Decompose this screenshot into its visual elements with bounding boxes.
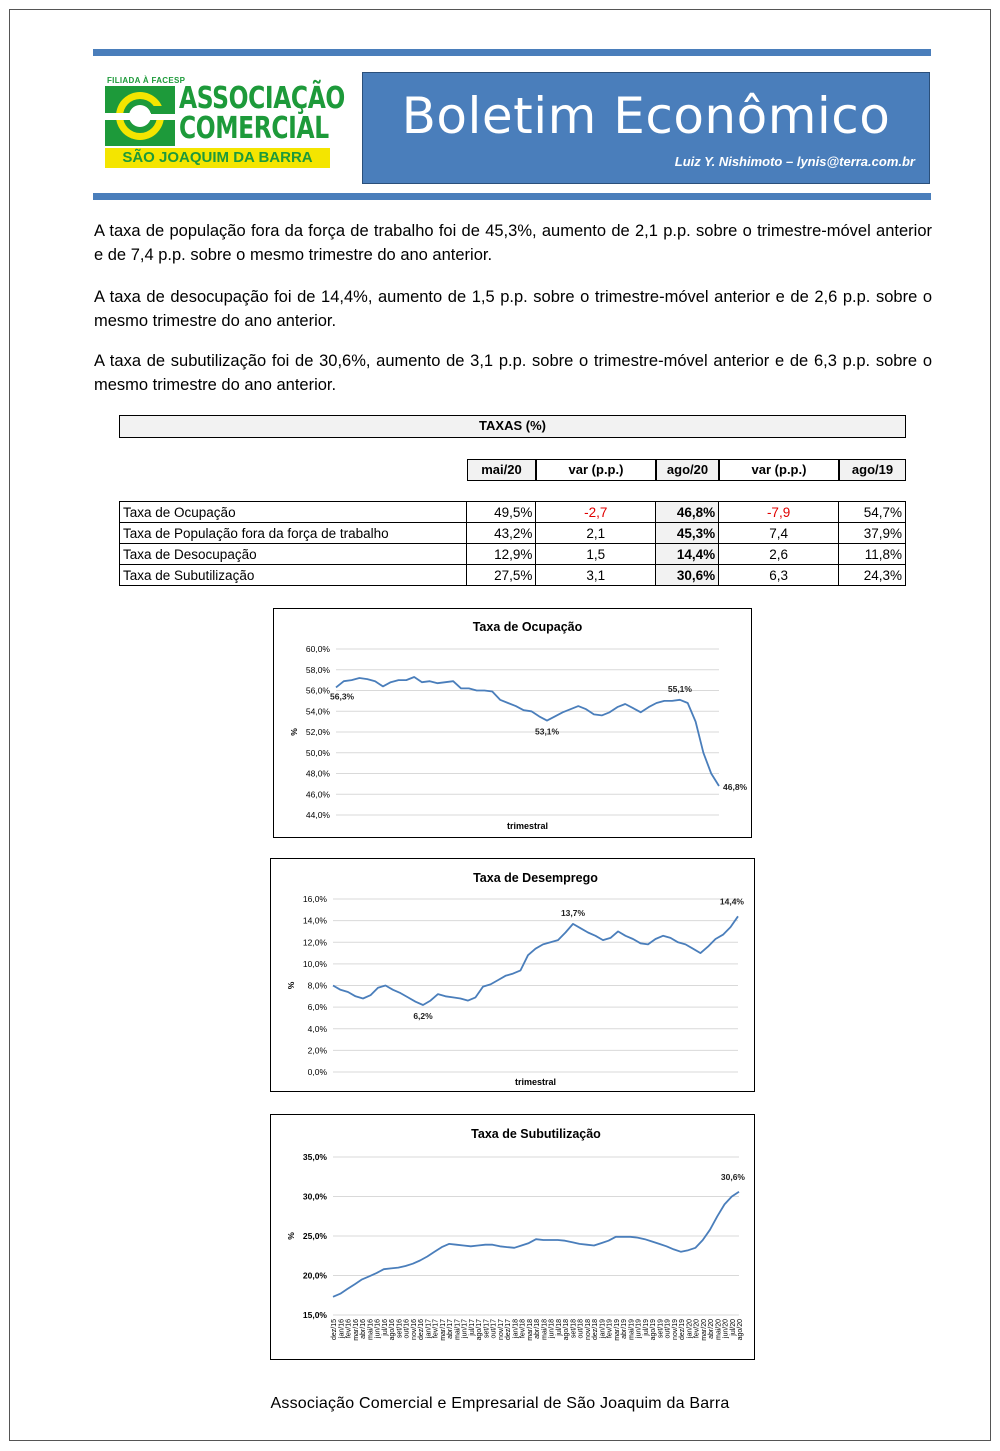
y-tick-label: 35,0%	[302, 1152, 327, 1162]
x-tick-label: out/16	[403, 1319, 411, 1339]
series-line	[333, 1192, 739, 1297]
table-header-var2: var (p.p.)	[719, 459, 839, 481]
x-tick-label: dez/17	[505, 1319, 512, 1341]
y-tick-label: 4,0%	[307, 1023, 327, 1034]
cell-mai20: 12,9%	[467, 544, 536, 565]
x-tick-label: jan/20	[686, 1319, 694, 1339]
x-axis-label: trimestral	[506, 821, 549, 831]
table-row	[120, 502, 906, 523]
y-tick-label: 56,0%	[305, 685, 330, 696]
x-tick-label: mar/18	[526, 1319, 534, 1341]
x-tick-label: mar/19	[613, 1319, 621, 1341]
y-tick-label: 10,0%	[302, 958, 327, 969]
x-tick-label: fev/18	[519, 1319, 527, 1339]
data-label: 14,4%	[719, 896, 744, 907]
x-tick-label: jan/17	[425, 1319, 433, 1339]
table-header-ago20: ago/20	[656, 459, 719, 481]
x-tick-label: abr/18	[534, 1319, 541, 1339]
chart-subutilizacao-svg	[271, 1115, 756, 1361]
logo-line-comercial: COMERCIAL	[179, 111, 329, 146]
table-header-var1: var (p.p.)	[536, 459, 656, 481]
x-tick-label: set/18	[570, 1319, 578, 1339]
chart-ocupacao	[273, 608, 752, 838]
cell-ago20: 45,3%	[656, 523, 719, 544]
y-tick-label: 16,0%	[302, 894, 327, 904]
x-tick-label: jun/17	[461, 1319, 469, 1339]
paragraph-desocupacao: A taxa de desocupação foi de 14,4%, aumento de 1,5 p.p. sobre o trimestre-móvel anterior e de 2,6 p.p. sobre o mesmo trimestre do ano anterior.	[94, 288, 932, 330]
x-tick-label: mai/20	[715, 1319, 723, 1341]
x-tick-label: jun/19	[635, 1319, 643, 1339]
table-header-ago19: ago/19	[839, 459, 906, 481]
y-tick-label: 0,0%	[307, 1067, 327, 1077]
y-tick-label: 12,0%	[302, 937, 327, 948]
y-tick-label: 30,0%	[302, 1191, 327, 1202]
chart-subutilizacao	[270, 1114, 755, 1360]
row-label: Taxa de Subutilização	[120, 565, 467, 586]
paragraph-subutilizacao: A taxa de subutilização foi de 30,6%, aumento de 3,1 p.p. sobre o trimestre-móvel anterior e de 6,3 p.p. sobre o mesmo trimestre do ano anterior.	[94, 352, 932, 394]
row-label: Taxa de População fora da força de trabalho	[120, 523, 467, 544]
table-title: TAXAS (%)	[119, 415, 906, 438]
cell-ago20: 14,4%	[656, 544, 719, 565]
row-label: Taxa de Ocupação	[120, 502, 467, 523]
x-tick-label: ago/18	[563, 1319, 570, 1341]
table-row	[120, 544, 906, 565]
x-tick-label: jun/16	[374, 1319, 382, 1339]
y-axis-label: %	[286, 981, 296, 990]
data-label: 13,7%	[560, 907, 586, 918]
x-tick-label: set/17	[483, 1319, 491, 1339]
cell-mai20: 49,5%	[467, 502, 536, 523]
y-tick-label: 60,0%	[305, 644, 330, 654]
x-tick-label: jun/18	[548, 1319, 556, 1339]
cell-ago19: 24,3%	[838, 565, 905, 586]
x-tick-label: jul/19	[642, 1319, 650, 1336]
y-tick-label: 46,0%	[305, 789, 330, 800]
x-tick-label: jan/18	[512, 1319, 520, 1339]
page-footer: Associação Comercial e Empresarial de São Joaquim da Barra	[270, 1395, 730, 1412]
table-header-mai20: mai/20	[467, 459, 536, 481]
association-logo	[105, 76, 345, 170]
chart-title: Taxa de Subutilização	[471, 1127, 601, 1141]
x-tick-label: abr/17	[447, 1319, 454, 1339]
data-label: 53,1%	[534, 726, 560, 737]
x-tick-label: set/19	[657, 1319, 665, 1339]
cell-var1: -2,7	[536, 502, 656, 523]
y-tick-label: 20,0%	[302, 1270, 327, 1281]
x-tick-label: fev/20	[693, 1319, 701, 1339]
y-tick-label: 15,0%	[302, 1310, 327, 1320]
header-rule-top	[93, 49, 931, 56]
x-tick-label: out/17	[490, 1319, 498, 1339]
x-tick-label: jul/16	[381, 1319, 389, 1336]
logo-line-associacao: ASSOCIAÇÃO	[179, 81, 345, 116]
x-tick-label: ago/16	[389, 1319, 396, 1341]
cell-ago19: 11,8%	[838, 544, 905, 565]
table-row	[120, 523, 906, 544]
y-tick-label: 54,0%	[305, 706, 330, 717]
cell-ago19: 37,9%	[838, 523, 905, 544]
x-tick-label: dez/18	[592, 1319, 599, 1341]
x-tick-label: jan/16	[338, 1319, 346, 1339]
x-axis-label: trimestral	[514, 1077, 557, 1087]
x-tick-label: ago/20	[737, 1319, 744, 1341]
y-tick-label: 58,0%	[305, 664, 330, 675]
bulletin-author: Luiz Y. Nishimoto – lynis@terra.com.br	[674, 154, 915, 169]
cell-ago20: 46,8%	[656, 502, 719, 523]
x-tick-label: fev/17	[432, 1319, 440, 1339]
chart-desemprego	[270, 858, 755, 1092]
data-label: 56,3%	[330, 691, 355, 702]
x-tick-label: mar/17	[439, 1319, 447, 1341]
table-row	[120, 565, 906, 586]
cell-var1: 2,1	[536, 523, 656, 544]
x-tick-label: mai/19	[628, 1319, 636, 1341]
paragraph-fora-forca: A taxa de população fora da força de trabalho foi de 45,3%, aumento de 2,1 p.p. sobre o trimestre-móvel anterior e de 7,4 p.p. sobre o mesmo trimestre do ano anterior.	[94, 222, 932, 264]
x-tick-label: dez/15	[331, 1319, 338, 1341]
x-tick-label: abr/16	[360, 1319, 367, 1339]
data-label: 55,1%	[667, 683, 692, 694]
data-label: 46,8%	[723, 781, 748, 792]
x-tick-label: jun/20	[722, 1319, 730, 1339]
cell-mai20: 43,2%	[467, 523, 536, 544]
cell-var2: 7,4	[719, 523, 839, 544]
x-tick-label: abr/20	[708, 1319, 715, 1339]
x-tick-label: nov/16	[410, 1319, 418, 1341]
x-tick-label: dez/19	[679, 1319, 686, 1341]
series-line	[333, 916, 738, 1005]
x-tick-label: fev/16	[345, 1319, 353, 1339]
rates-table	[119, 501, 906, 586]
y-axis-label: %	[286, 1232, 296, 1240]
y-tick-label: 25,0%	[302, 1231, 327, 1241]
x-tick-label: abr/19	[621, 1319, 628, 1339]
y-tick-label: 6,0%	[307, 1002, 327, 1013]
cell-mai20: 27,5%	[467, 565, 536, 586]
y-tick-label: 44,0%	[305, 810, 330, 820]
cell-var1: 3,1	[536, 565, 656, 586]
y-tick-label: 48,0%	[305, 768, 330, 779]
x-tick-label: jul/18	[555, 1319, 563, 1336]
logo-emblem-icon	[105, 86, 175, 146]
chart-desemprego-svg	[271, 859, 756, 1093]
y-tick-label: 50,0%	[305, 747, 330, 758]
cell-var2: -7,9	[719, 502, 839, 523]
chart-title: Taxa de Desemprego	[473, 871, 598, 885]
header-rule-bottom	[93, 193, 931, 200]
bulletin-title: Boletim Econômico	[401, 87, 891, 145]
cell-var2: 6,3	[719, 565, 839, 586]
x-tick-label: fev/19	[606, 1319, 614, 1339]
x-tick-label: mar/20	[700, 1319, 708, 1341]
y-tick-label: 14,0%	[302, 915, 327, 926]
y-tick-label: 2,0%	[307, 1045, 327, 1056]
x-tick-label: nov/18	[584, 1319, 592, 1341]
chart-ocupacao-svg	[274, 609, 753, 839]
cell-var2: 2,6	[719, 544, 839, 565]
bulletin-title-box	[362, 72, 930, 184]
x-tick-label: mar/16	[352, 1319, 360, 1341]
x-tick-label: nov/19	[671, 1319, 679, 1341]
cell-ago19: 54,7%	[838, 502, 905, 523]
x-tick-label: ago/17	[476, 1319, 483, 1341]
x-tick-label: mai/16	[367, 1319, 375, 1341]
x-tick-label: dez/16	[418, 1319, 425, 1341]
x-tick-label: mai/17	[454, 1319, 462, 1341]
x-tick-label: jan/19	[599, 1319, 607, 1339]
cell-ago20: 30,6%	[656, 565, 719, 586]
cell-var1: 1,5	[536, 544, 656, 565]
row-label: Taxa de Desocupação	[120, 544, 467, 565]
logo-filiada-text: FILIADA À FACESP	[107, 76, 186, 85]
x-tick-label: nov/17	[497, 1319, 505, 1341]
y-axis-label: %	[289, 728, 299, 736]
chart-title: Taxa de Ocupação	[472, 620, 583, 634]
data-label: 30,6%	[720, 1171, 745, 1182]
x-tick-label: mai/18	[541, 1319, 549, 1341]
x-tick-label: jul/20	[729, 1319, 737, 1336]
x-tick-label: out/18	[577, 1319, 585, 1339]
data-label: 6,2%	[413, 1010, 433, 1021]
x-tick-label: set/16	[396, 1319, 404, 1339]
x-tick-label: ago/19	[650, 1319, 657, 1341]
x-tick-label: jul/17	[468, 1319, 476, 1336]
x-tick-label: out/19	[664, 1319, 672, 1339]
logo-city-band: SÃO JOAQUIM DA BARRA	[105, 148, 330, 168]
y-tick-label: 52,0%	[305, 727, 330, 737]
y-tick-label: 8,0%	[307, 980, 327, 991]
